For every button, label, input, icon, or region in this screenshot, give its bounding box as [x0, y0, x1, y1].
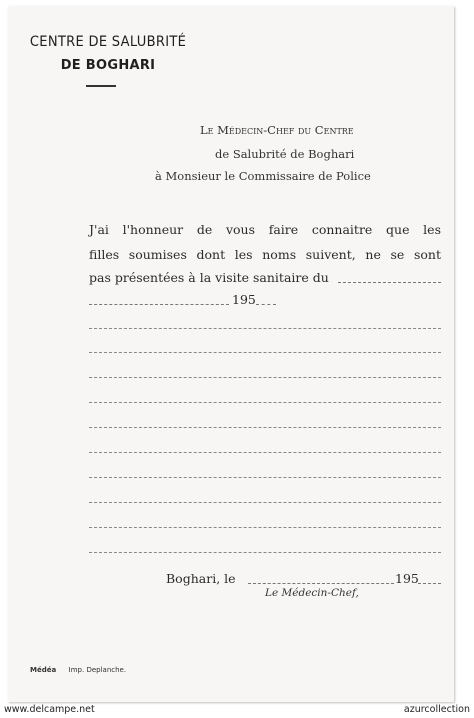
imprint-city: Médéa: [30, 666, 57, 674]
header-centre-title: CENTRE DE SALUBRITÉ: [29, 34, 187, 50]
name-entry-line[interactable]: [89, 377, 441, 378]
body-text-line-2: filles soumises dont les noms suivent, ne se sont: [89, 247, 441, 262]
name-entry-line[interactable]: [89, 502, 441, 503]
sender-organisation-line: de Salubrité de Boghari: [215, 147, 355, 161]
form-sheet: [8, 6, 454, 702]
visit-year-prefix: 195: [232, 292, 256, 307]
footer-seller-name: azurcollection: [403, 704, 470, 715]
name-entry-line[interactable]: [89, 328, 441, 329]
imprint-printer: Imp. Deplanche.: [68, 666, 127, 674]
signature-place: Boghari, le: [166, 571, 236, 586]
signature-year-blank[interactable]: [418, 583, 441, 584]
name-entry-line[interactable]: [89, 527, 441, 528]
name-entry-line[interactable]: [89, 552, 441, 553]
body-text-line-1: J'ai l'honneur de vous faire connaitre que les: [89, 222, 441, 237]
signature-date-blank[interactable]: [248, 583, 394, 584]
printer-imprint: [30, 666, 126, 674]
footer-site-link[interactable]: www.delcampe.net: [4, 704, 95, 715]
visit-date-blank[interactable]: [338, 282, 441, 283]
body-text-line-3: pas présentées à la visite sanitaire du: [89, 270, 329, 285]
signatory-title: Le Médecin-Chef,: [265, 587, 359, 599]
name-entry-line[interactable]: [89, 352, 441, 353]
header-location: DE BOGHARI: [60, 58, 156, 73]
name-entry-line[interactable]: [89, 402, 441, 403]
recipient-line: à Monsieur le Commissaire de Police: [155, 169, 371, 183]
signature-year-prefix: 195: [395, 571, 419, 586]
header-underline: [86, 85, 116, 87]
visit-date-day-blank[interactable]: [89, 304, 229, 305]
name-entry-line[interactable]: [89, 477, 441, 478]
name-entry-line[interactable]: [89, 427, 441, 428]
visit-year-blank[interactable]: [256, 304, 276, 305]
name-entry-line[interactable]: [89, 452, 441, 453]
sender-line: Le Médecin-Chef du Centre: [200, 123, 354, 137]
